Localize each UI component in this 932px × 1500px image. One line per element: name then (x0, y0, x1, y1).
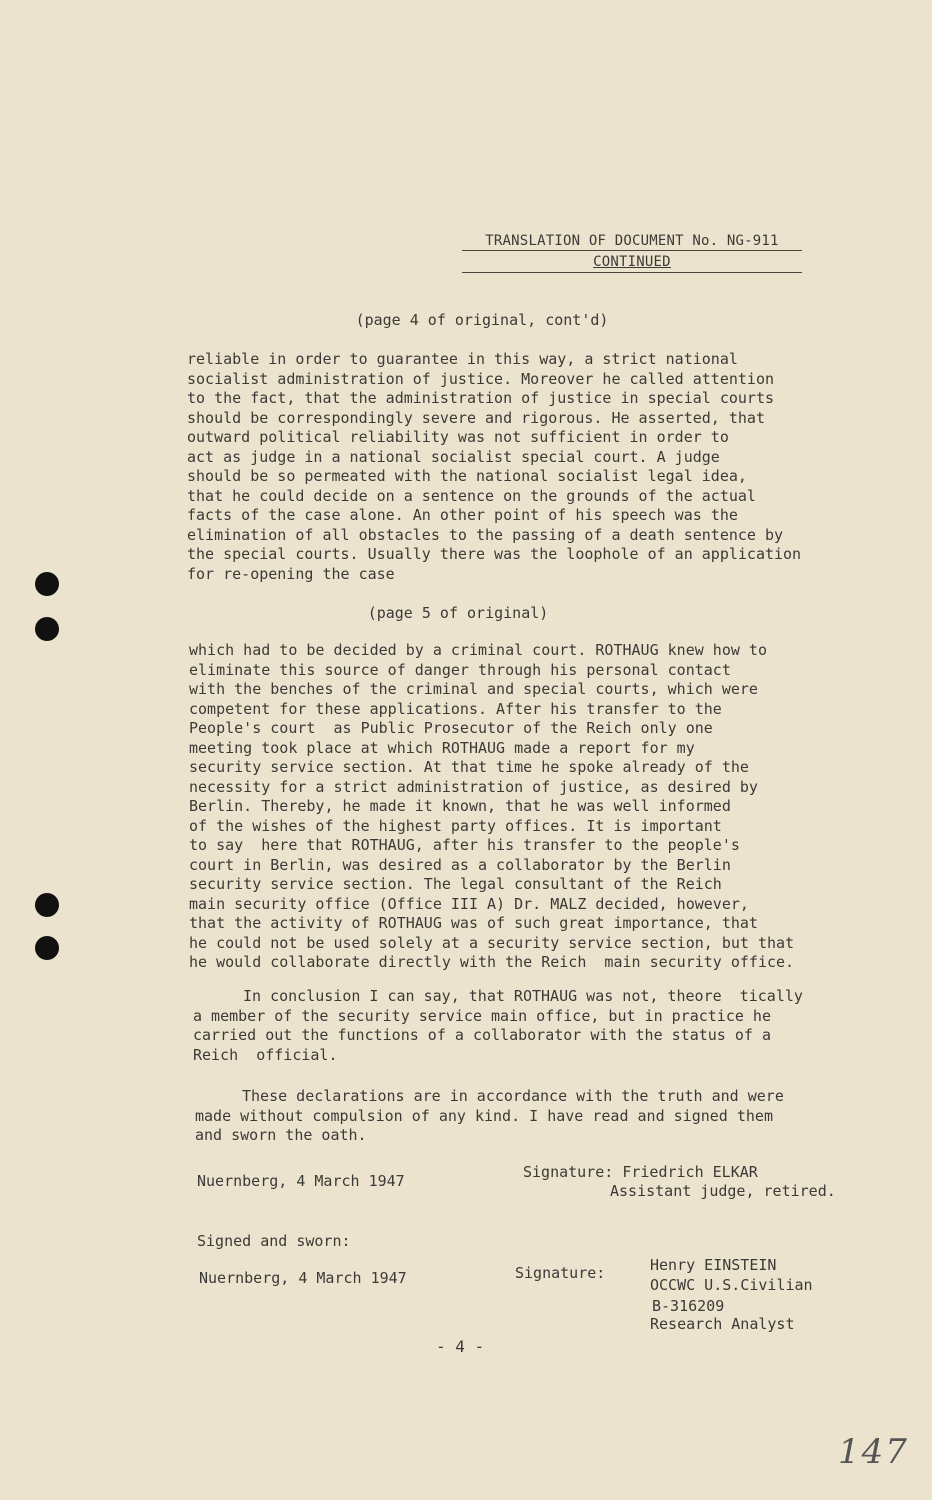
punch-hole-2 (35, 617, 59, 641)
affiant-place-date: Nuernberg, 4 March 1947 (197, 1172, 405, 1190)
witness-role: Research Analyst (650, 1315, 795, 1333)
document-header (462, 232, 802, 273)
affiant-title: Assistant judge, retired. (610, 1182, 836, 1200)
paragraph-4-text: These declarations are in accordance with the truth and were made without compulsion of any kind. I have read and signed them and sworn the oath. (195, 1087, 784, 1144)
paragraph-3 (193, 987, 853, 1065)
witness-id: B-316209 (652, 1297, 725, 1315)
witness-name: Henry EINSTEIN (650, 1256, 777, 1274)
handwritten-page-number: 147 (838, 1432, 909, 1472)
punch-hole-3 (35, 893, 59, 917)
paragraph-2: which had to be decided by a criminal court. ROTHAUG knew how to eliminate this source of danger through his personal contact with the benches of the criminal and special courts, which were competent for these applications. After his transfer to the People's court as Public Prosecutor of the Reich only one meeting took place at which ROTHAUG made a report for my security service section. At that time he spoke already of the necessity for a strict administration of justice, as desired by Berlin. Thereby, he made it known, that he was well informed of the wishes of the highest party offices. It is important to say here that ROTHAUG, after his transfer to the people's court in Berlin, was desired as a collaborator by the Berlin security service section. The legal consultant of the Reich main security office (Office III A) Dr. MALZ decided, however, that the activity of ROTHAUG was of such great importance, that he could not be used solely at a security service section, but that he would collaborate directly with the Reich main security office. (189, 641, 795, 971)
affiant-signature: Signature: Friedrich ELKAR (523, 1163, 758, 1181)
page-number: - 4 - (436, 1337, 485, 1356)
oath-heading: Signed and sworn: (197, 1232, 351, 1250)
header-title: TRANSLATION OF DOCUMENT No. NG-911 (485, 233, 779, 249)
page-note-5: (page 5 of original) (367, 604, 549, 622)
punch-hole-1 (35, 572, 59, 596)
page-note-4: (page 4 of original, cont'd) (355, 311, 609, 329)
header-continued: CONTINUED (593, 254, 671, 270)
oath-signature-label: Signature: (515, 1264, 606, 1282)
witness-org: OCCWC U.S.Civilian (650, 1276, 813, 1294)
paragraph-4 (195, 1087, 855, 1146)
punch-hole-4 (35, 936, 59, 960)
paragraph-3-text: In conclusion I can say, that ROTHAUG was not, theore tically a member of the security service main office, but in practice he carried out the functions of a collaborator with the status of a Reich official. (193, 987, 803, 1064)
paragraph-1: reliable in order to guarantee in this way, a strict national socialist administration of justice. Moreover he called attention to the fact, that the administration of justice in special courts should be correspondingly severe and rigorous. He asserted, that outward political reliability was not sufficient in order to act as judge in a national socialist special court. A judge should be so permeated with the national socialist legal idea, that he could decide on a sentence on the grounds of the actual facts of the case alone. An other point of his speech was the elimination of all obstacles to the passing of a death sentence by the special courts. Usually there was the loophole of an application for re-opening the case (187, 350, 802, 583)
oath-place-date: Nuernberg, 4 March 1947 (199, 1269, 407, 1287)
